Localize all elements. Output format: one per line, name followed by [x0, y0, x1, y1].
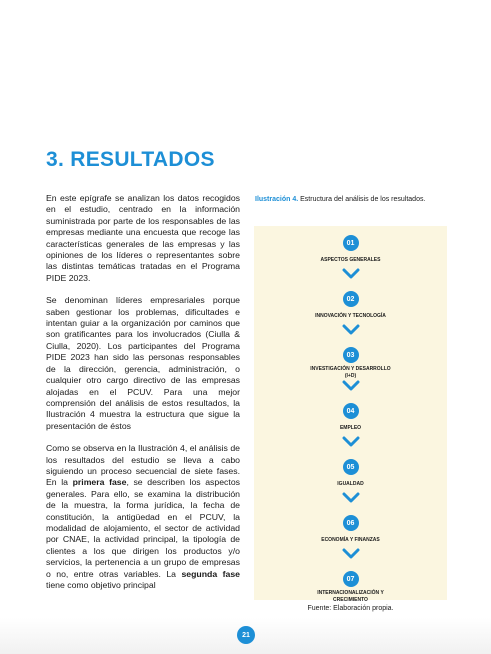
step-label: IGUALDAD: [337, 481, 364, 488]
results-structure-diagram: [254, 226, 447, 603]
chevron-down-icon: [342, 380, 360, 391]
paragraph-3: [46, 443, 240, 591]
diagram-step: [254, 291, 447, 347]
section-title: 3. RESULTADOS: [46, 148, 215, 171]
chevron-down-icon: [342, 436, 360, 447]
step-number-badge: 04: [343, 403, 359, 419]
figure-caption-text: Estructura del análisis de los resultados.: [298, 196, 426, 203]
figure-caption-label: Ilustración 4.: [255, 196, 299, 203]
paragraph-1: En este epígrafe se analizan los datos recogidos en el estudio, centrado en la información suministrada por parte de los responsables de las empresas mediante una encuesta que recoge las características generales de las empresas y las opiniones de los líderes o representantes sobre las distintas temáticas tratadas en el Programa PIDE 2023.: [46, 193, 240, 283]
body-text-column: [46, 193, 240, 602]
chevron-down-icon: [342, 548, 360, 559]
step-label: EMPLEO: [339, 425, 362, 432]
paragraph-3-text-1: Como se observa en la Ilustración 4, el análisis de los resultados del estudio se lleva a cabo siguiendo un proceso secuencial de siete fases. En la: [46, 443, 240, 488]
paragraph-2: Se denominan líderes empresariales porque saben gestionar los problemas, dificultades e intentan guiar a la organización por caminos que son gratificantes para los involucrados (Ciulla & Ciulla, 2020). Los participantes del Programa PIDE 2023 han sido las personas responsables de la dirección, gerencia, administración, o cualquier otro cargo directivo de las empresas alojadas en el PCUV. Para una mejor comprensión del análisis de estos resultados, la Ilustración 4 muestra la estructura que sigue la presentación de éstos: [46, 295, 240, 431]
step-number-badge: 06: [343, 515, 359, 531]
diagram-step: [254, 459, 447, 515]
paragraph-3-bold-2: segunda fase: [181, 568, 240, 579]
diagram-steps: [254, 235, 447, 627]
step-number-badge: 01: [343, 235, 359, 251]
figure-caption: [255, 195, 465, 204]
step-label: INNOVACIÓN Y TECNOLOGÍA: [315, 313, 386, 320]
chevron-down-icon: [342, 324, 360, 335]
paragraph-3-text-2: , se describen los aspectos generales. Para ello, se examina la distribución de la muestra, la forma jurídica, la fecha de constitución, la antigüedad en el PCUV, la modalidad de alojamiento, el sector de actividad por CNAE, la actividad principal, la tipología de clientes a los que dirigen los productos y/o servicios, la pertenencia a un grupo de empresas o no, entre otras variables. La: [46, 477, 240, 579]
diagram-step: [254, 235, 447, 291]
step-number-badge: 07: [343, 571, 359, 587]
paragraph-3-bold-1: primera fase: [72, 477, 127, 488]
page-number: 21: [237, 626, 255, 644]
paragraph-3-text-3: tiene como objetivo principal: [46, 580, 156, 590]
step-number-badge: 02: [343, 291, 359, 307]
diagram-step: [254, 515, 447, 571]
diagram-step: [254, 347, 447, 403]
step-number-badge: 05: [343, 459, 359, 475]
step-number-badge: 03: [343, 347, 359, 363]
chevron-down-icon: [342, 492, 360, 503]
step-label: INVESTIGACIÓN Y DESARROLLO (I+D): [310, 366, 391, 379]
figure-source: Fuente: Elaboración propia.: [307, 605, 394, 612]
step-label: INTERNACIONALIZACIÓN Y CRECIMIENTO: [317, 590, 384, 603]
diagram-step: [254, 403, 447, 459]
step-label: ASPECTOS GENERALES: [320, 257, 381, 264]
step-label: ECONOMÍA Y FINANZAS: [321, 537, 380, 544]
chevron-down-icon: [342, 268, 360, 279]
